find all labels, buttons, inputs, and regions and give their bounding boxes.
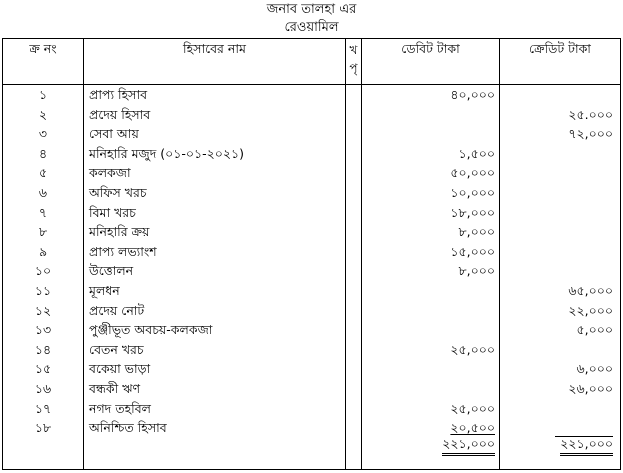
serial-number: ১৫ [34,361,52,377]
account-name: বিমা খরচ [89,204,136,220]
header-debit: ডেবিট টাকা [401,41,460,56]
table-row [3,242,620,262]
table-row [3,320,620,340]
table-row [3,222,620,242]
header-folio-bottom: পৃ [349,61,358,75]
serial-number: ৫ [38,165,48,181]
table-row [3,301,620,321]
account-name: পুঞ্জীভূত অবচয়-কলকজা [89,322,213,338]
header-folio [346,41,361,77]
table-row [3,144,620,164]
account-name: সেবা আয় [89,126,139,142]
debit-amount: ৮,০০০ [458,224,495,240]
serial-number: ৮ [38,224,48,240]
totals-row [3,434,620,458]
credit-amount: ২২,০০০ [568,302,613,318]
debit-amount: ১,৫০০ [458,145,495,161]
header-account-name: হিসাবের নাম [183,41,246,56]
header-folio-top: খ [349,43,358,57]
debit-amount: ৪০,০০০ [450,87,495,102]
account-name: অনিশ্চিত হিসাব [89,420,167,436]
account-name: মনিহারি মজুদ (০১-০১-২০২১) [89,145,245,161]
table-row [3,183,620,203]
account-name: মূলধন [89,283,120,298]
table-row [3,85,620,105]
table-row [3,105,620,125]
table-row [3,124,620,144]
table-row [3,379,620,399]
account-name: বকেয়া ভাড়া [89,361,151,377]
header-serial: ক্র নং [29,41,57,56]
debit-amount: ৫০,০০০ [450,165,495,181]
debit-amount: ২০,৫০০ [450,420,495,436]
serial-number: ১ [38,87,48,102]
credit-total-cell [496,434,613,456]
debit-total: ২২১,০০০ [442,436,495,456]
table-row [3,281,620,301]
debit-total-cell [362,434,495,456]
account-name: কলকজা [89,165,131,181]
account-name: প্রদেয় নোট [89,302,145,318]
serial-number: ১১ [34,283,52,298]
account-name: উত্তোলন [89,263,134,279]
account-name: প্রাপ্য লভ্যাংশ [89,243,157,259]
document-title: জনাব তালহা এর [266,2,357,17]
serial-number: ১৩ [34,322,52,338]
trial-balance-table [2,38,621,470]
credit-amount: ৬৫,০০০ [568,283,613,298]
credit-total: ২২১,০০০ [560,436,613,456]
debit-amount: ২৫,০০০ [450,341,495,357]
credit-amount: ৭২,০০০ [568,126,613,142]
table-row [3,261,620,281]
serial-number: ২ [38,106,48,122]
serial-number: ১৭ [34,400,52,416]
account-name: বন্ধকী ঋণ [89,381,141,396]
serial-number: ৯ [38,243,48,259]
account-name: বেতন খরচ [89,341,144,357]
debit-amount: ২৫,০০০ [450,400,495,416]
debit-amount: ৮,০০০ [458,263,495,279]
debit-amount: ১৫,০০০ [450,243,495,259]
table-row [3,359,620,379]
credit-amount: ৫,০০০ [576,322,613,338]
serial-number: ১০ [34,263,52,279]
serial-number: ১৬ [34,381,52,396]
account-name: প্রদেয় হিসাব [89,106,151,122]
header-credit: ক্রেডিট টাকা [529,41,591,56]
serial-number: ১৮ [34,420,52,436]
account-name: নগদ তহবিল [89,400,151,416]
table-row [3,340,620,360]
debit-amount: ১৮,০০০ [450,204,495,220]
credit-amount: ২৬,০০০ [568,381,613,396]
account-name: মনিহারি ক্রয় [89,224,150,240]
credit-amount: ২৫.০০০ [568,106,613,122]
serial-number: ১৪ [34,341,52,357]
document-subtitle: রেওয়ামিল [284,20,339,35]
debit-amount: ১০,০০০ [450,185,495,200]
account-name: অফিস খরচ [89,185,147,200]
table-row [3,399,620,419]
serial-number: ৬ [38,185,48,200]
table-row [3,163,620,183]
serial-number: ১২ [34,302,52,318]
credit-amount: ৬,০০০ [576,361,613,377]
serial-number: ৩ [38,126,48,142]
account-name: প্রাপ্য হিসাব [89,87,148,102]
serial-number: ৪ [38,145,48,161]
serial-number: ৭ [38,204,48,220]
table-row [3,203,620,223]
